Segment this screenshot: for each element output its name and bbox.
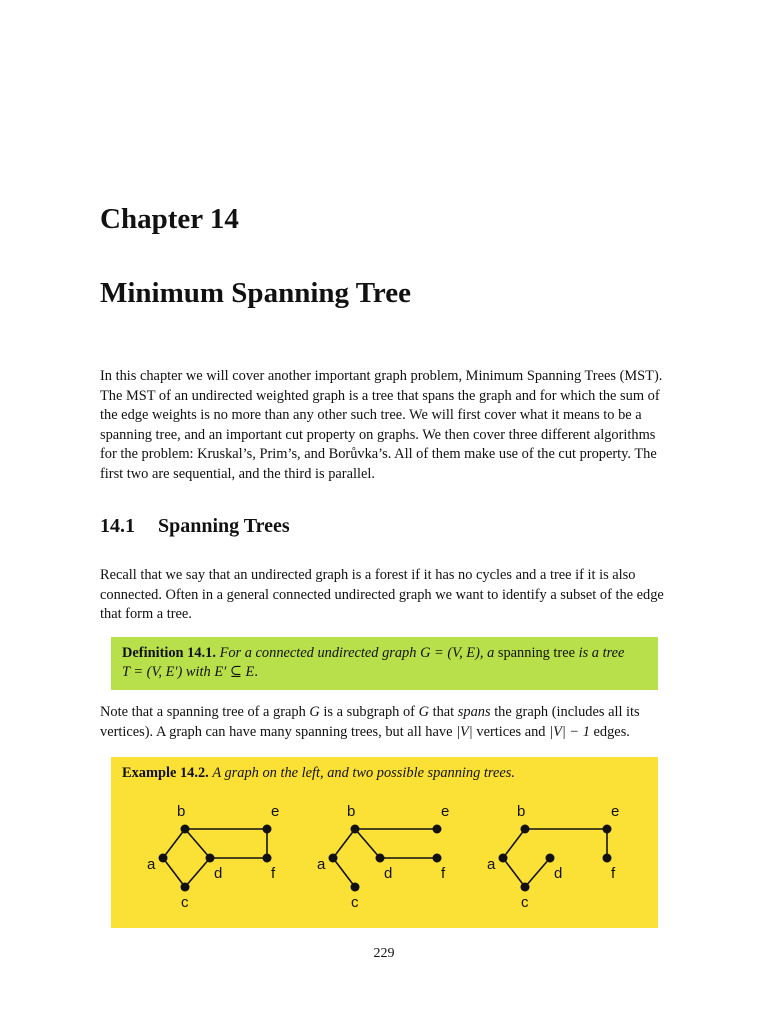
graph-vertex-a xyxy=(159,854,168,863)
vertex-label-a: a xyxy=(317,856,326,873)
note-text-2: is a subgraph of xyxy=(323,704,415,720)
graph-vertex-f xyxy=(603,854,612,863)
note-text-1: Note that a spanning tree of a graph xyxy=(100,704,306,720)
vertex-label-d: d xyxy=(384,865,393,882)
graph-edge-ab xyxy=(503,829,525,858)
graph-edge-ac xyxy=(503,858,525,887)
definition-box xyxy=(111,637,658,690)
definition-text-3: is a tree xyxy=(578,645,625,661)
graph-vertex-c xyxy=(521,883,530,892)
graph-vertex-b xyxy=(521,825,530,834)
vertex-label-d: d xyxy=(214,865,223,882)
vertex-label-b: b xyxy=(347,803,356,820)
graph-edge-bd xyxy=(355,829,380,858)
note-text-6: edges. xyxy=(593,723,630,740)
definition-math-tree: T = (V, E′) xyxy=(122,664,183,680)
note-emphasis: spans xyxy=(457,704,491,720)
graph-vertex-a xyxy=(329,854,338,863)
graph-vertex-c xyxy=(181,883,190,892)
definition-text-5: . xyxy=(254,664,258,680)
vertex-label-c: c xyxy=(521,894,529,911)
note-paragraph xyxy=(100,703,672,742)
intro-paragraph: In this chapter we will cover another important graph problem, Minimum Spanning Trees (MST). The MST of an undirected weighted graph is a tree that spans the graph and for which the sum of the edge weights is no more than any other such tree. We will first cover what it means to be a spanning tree, and an important cut property on graphs. We then cover three different algorithms for the problem: Kruskal’s, Prim’s, and Borůvka’s. All of them make use of the cut property. The first two are sequential, and the third is parallel. xyxy=(100,368,663,482)
definition-text-2: , a xyxy=(479,645,495,661)
example-caption: A graph on the left, and two possible spanning trees. xyxy=(212,765,515,781)
chapter-label: Chapter 14 xyxy=(100,203,239,235)
vertex-label-e: e xyxy=(441,803,450,820)
vertex-label-f: f xyxy=(611,865,616,882)
vertex-label-c: c xyxy=(181,894,189,911)
graph-vertex-e xyxy=(263,825,272,834)
vertex-label-e: e xyxy=(611,803,620,820)
chapter-title: Minimum Spanning Tree xyxy=(100,277,412,309)
graph-vertex-a xyxy=(499,854,508,863)
section-title: Spanning Trees xyxy=(158,515,290,537)
definition-term: spanning tree xyxy=(497,645,575,661)
page-number: 229 xyxy=(373,946,395,961)
vertex-label-f: f xyxy=(441,865,446,882)
graph-edge-cd xyxy=(185,858,210,887)
note-text-5: vertices and xyxy=(476,723,546,740)
graph-vertex-f xyxy=(263,854,272,863)
graph-vertex-c xyxy=(351,883,360,892)
example-box xyxy=(111,757,658,928)
graph-edge-ac xyxy=(333,858,355,887)
definition-text-4: with xyxy=(185,664,211,680)
vertex-label-b: b xyxy=(177,803,186,820)
example-label: Example 14.2. xyxy=(122,765,209,781)
note-math-g: G xyxy=(418,704,429,720)
graph-edge-ab xyxy=(163,829,185,858)
section-heading xyxy=(100,515,290,538)
spanning-tree-figure xyxy=(111,757,658,928)
note-math-v-minus-one: |V| − 1 xyxy=(549,723,590,740)
vertex-label-e: e xyxy=(271,803,280,820)
graph-vertex-e xyxy=(603,825,612,834)
vertex-label-a: a xyxy=(147,856,156,873)
graph-edge-bd xyxy=(185,829,210,858)
note-math-v: |V| xyxy=(456,723,473,740)
original-graph xyxy=(147,803,279,911)
graph-vertex-f xyxy=(433,854,442,863)
spanning-tree-1 xyxy=(317,803,449,911)
graph-vertex-b xyxy=(181,825,190,834)
vertex-label-c: c xyxy=(351,894,359,911)
graph-vertex-e xyxy=(433,825,442,834)
section-number: 14.1 xyxy=(100,515,135,537)
vertex-label-f: f xyxy=(271,865,276,882)
graph-vertex-d xyxy=(206,854,215,863)
vertex-label-a: a xyxy=(487,856,496,873)
note-text-4: the graph (includes all its vertices). A graph can have many spanning trees, but all have xyxy=(100,704,640,740)
graph-vertex-d xyxy=(376,854,385,863)
definition-text-1: For a connected undirected graph xyxy=(219,645,417,661)
graph-edge-ab xyxy=(333,829,355,858)
definition-math-graph: G = (V, E) xyxy=(420,645,480,661)
graph-edge-cd xyxy=(525,858,550,887)
graph-vertex-d xyxy=(546,854,555,863)
recall-paragraph: Recall that we say that an undirected graph is a forest if it has no cycles and a tree if it is also connected. Often in a general connected undirected graph we want to identify a subset of the edge that form a tree. xyxy=(100,567,664,622)
spanning-tree-2 xyxy=(487,803,619,911)
vertex-label-b: b xyxy=(517,803,526,820)
vertex-label-d: d xyxy=(554,865,563,882)
note-math-g: G xyxy=(309,704,320,720)
definition-label: Definition 14.1. xyxy=(122,645,216,661)
graph-vertex-b xyxy=(351,825,360,834)
note-text-3: that xyxy=(432,704,455,720)
definition-math-subset: E′ ⊆ E xyxy=(214,664,255,680)
graph-edge-ac xyxy=(163,858,185,887)
